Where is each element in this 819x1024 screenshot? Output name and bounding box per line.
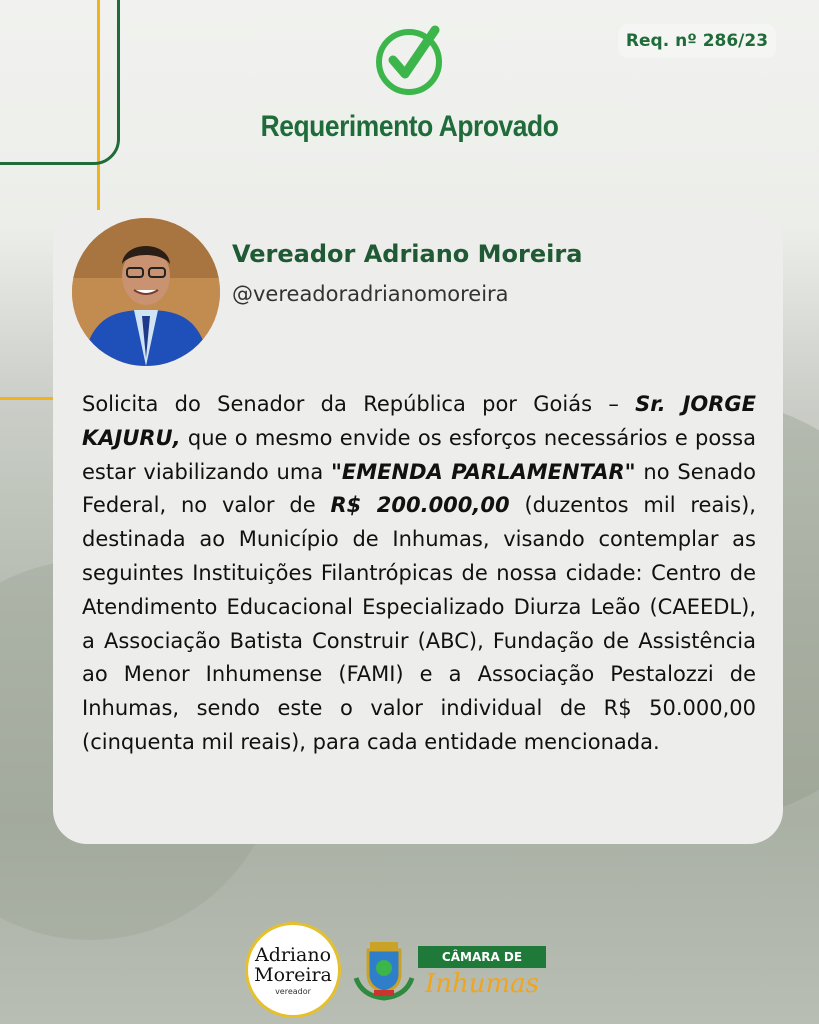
- request-description: [82, 388, 756, 760]
- body-text-segment: no Senado Federal, no valor de: [82, 459, 756, 518]
- portrait-image: [72, 218, 220, 366]
- adriano-moreira-logo: [245, 922, 341, 1018]
- request-number-badge: Req. nº 286/23: [618, 24, 776, 58]
- logo-line: vereador: [275, 986, 311, 996]
- camara-label: CÂMARA DE: [418, 946, 546, 968]
- check-circle-icon: [373, 24, 445, 96]
- camara-logo: [418, 946, 546, 1000]
- avatar: [72, 218, 220, 366]
- logo-line: Adriano: [254, 943, 332, 966]
- page-title: Requerimento Aprovado: [260, 110, 559, 143]
- camara-city: Inhumas: [424, 969, 539, 999]
- logo-line: Moreira: [254, 963, 332, 986]
- senator-name: Sr. JORGE KAJURU,: [82, 392, 756, 450]
- body-text-segment: Solicita do Senador da República por Goiás –: [82, 392, 636, 416]
- profile-name: Vereador Adriano Moreira: [232, 240, 583, 268]
- profile-handle: @vereadoradrianomoreira: [232, 282, 509, 306]
- body-text-segment: (duzentos mil reais), destinada ao Município de Inhumas, visando contemplar as seguintes Instituições Filantrópicas de nossa cidade: Centro de Atendimento Educacional Especializado Diurza Leão (CAEEDL), a Associação Batista Construir (ABC), Fundação de Assistência ao Menor Inhumense (FAMI) e a Associação Pestalozzi de Inhumas, sendo este o valor individual de R$ 50.000,00 (cinquenta mil reais), para cada entidade mencionada.: [82, 493, 756, 754]
- city-crest-icon: [352, 938, 416, 1002]
- amount-value: R$ 200.000,00: [330, 493, 510, 518]
- amendment-label: "EMENDA PARLAMENTAR": [330, 459, 636, 484]
- body-text-segment: que o mesmo envide os esforços necessários e possa estar viabilizando uma: [82, 425, 756, 484]
